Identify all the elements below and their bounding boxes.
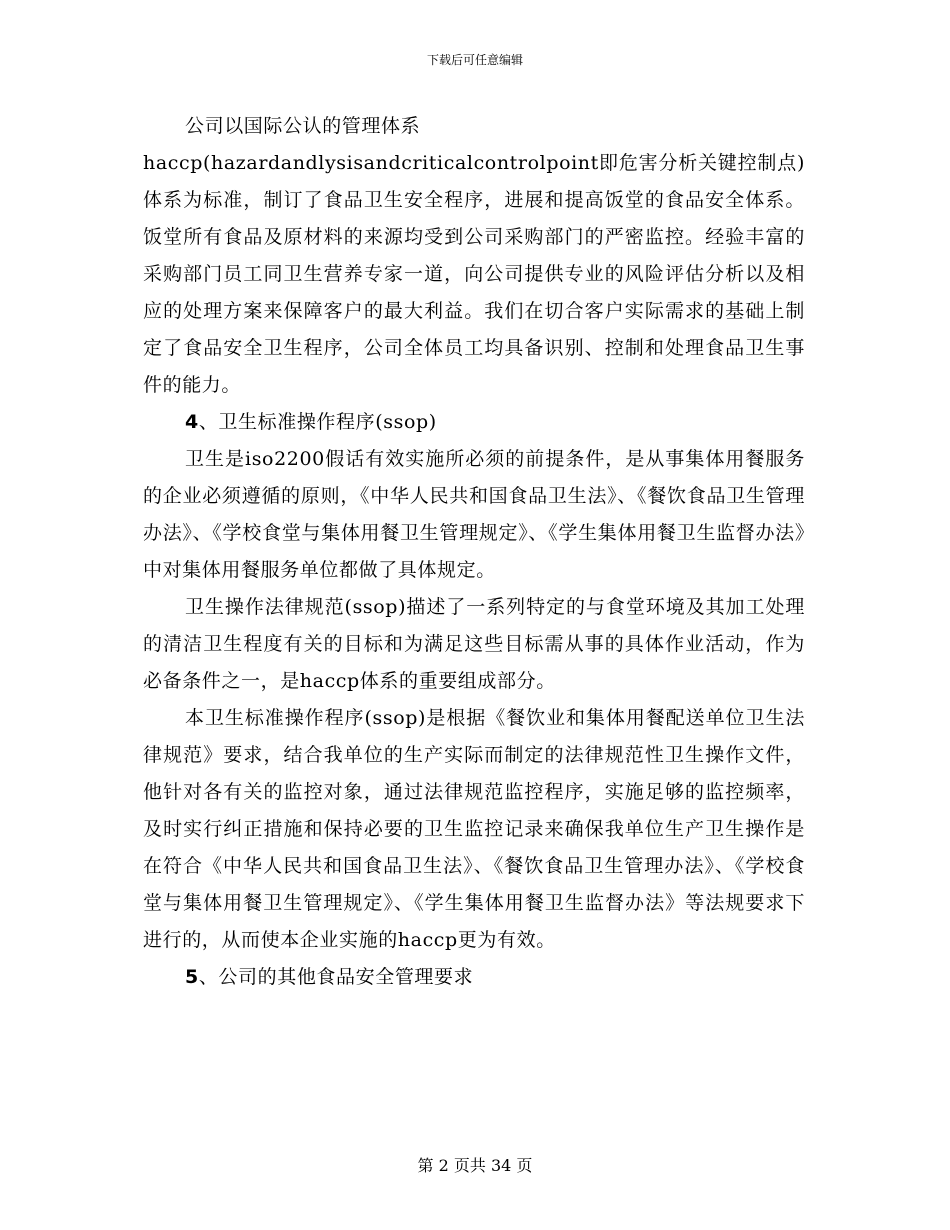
section-heading-4 bbox=[143, 404, 805, 441]
section-title-5: 、公司的其他食品安全管理要求 bbox=[198, 966, 474, 988]
page-header: 下载后可任意编辑 bbox=[426, 53, 523, 67]
document-body bbox=[143, 108, 805, 996]
page-footer: 第 2 页共 34 页 bbox=[417, 1156, 533, 1175]
section-number-4: 4 bbox=[185, 411, 199, 433]
paragraph-ssop-basis: 本卫生标准操作程序(ssop)是根据《餐饮业和集体用餐配送单位卫生法律规范》要求，结合我单位的生产实际而制定的法律规范性卫生操作文件，他针对各有关的监控对象，通过法律规范监控程序，实施足够的监控频率，及时实行纠正措施和保持必要的卫生监控记录来确保我单位生产卫生操作是在符合《中华人民共和国食品卫生法》、《餐饮食品卫生管理办法》、《学校食堂与集体用餐卫生管理规定》、《学生集体用餐卫生监督办法》等法规要求下进行的，从而使本企业实施的haccp更为有效。 bbox=[143, 707, 805, 951]
section-heading-5 bbox=[143, 959, 805, 996]
paragraph-hygiene-prerequisite: 卫生是iso2200假话有效实施所必须的前提条件，是从事集体用餐服务的企业必须遵循的原则，《中华人民共和国食品卫生法》、《餐饮食品卫生管理办法》、《学校食堂与集体用餐卫生管理规定》、《学生集体用餐卫生监督办法》中对集体用餐服务单位都做了具体规定。 bbox=[143, 448, 805, 581]
paragraph-haccp: haccp(hazardandlysisandcriticalcontrolpoint即危害分析关键控制点)体系为标准，制订了食品卫生安全程序，进展和提高饭堂的食品安全体系。饭堂所有食品及原材料的来源均受到公司采购部门的严密监控。经验丰富的采购部门员工同卫生营养专家一道，向公司提供专业的风险评估分析以及相应的处理方案来保障客户的最大利益。我们在切合客户实际需求的基础上制定了食品安全卫生程序，公司全体员工均具备识别、控制和处理食品卫生事件的能力。 bbox=[143, 152, 805, 396]
section-number-5: 5 bbox=[185, 966, 199, 988]
paragraph-ssop-description: 卫生操作法律规范(ssop)描述了一系列特定的与食堂环境及其加工处理的清洁卫生程度有关的目标和为满足这些目标需从事的具体作业活动，作为必备条件之一，是haccp体系的重要组成部分。 bbox=[143, 596, 805, 692]
section-title-4: 、卫生标准操作程序(ssop) bbox=[198, 411, 437, 433]
paragraph-intro-line: 公司以国际公认的管理体系 bbox=[185, 115, 421, 137]
